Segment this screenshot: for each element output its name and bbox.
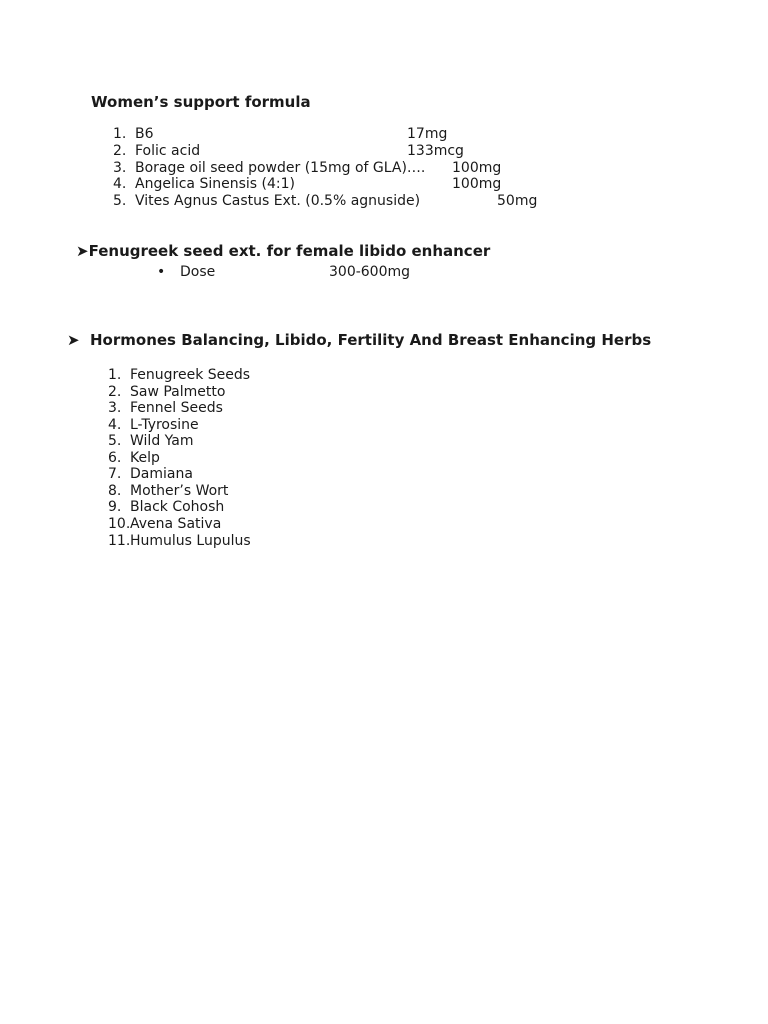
formula-row-2: [0, 143, 768, 160]
formula-ingredient: B6: [135, 126, 154, 142]
herb-number: 7.: [108, 466, 122, 482]
formula-dose: 17mg: [407, 126, 448, 142]
herb-row-6: [0, 450, 768, 467]
herb-name: Fennel Seeds: [130, 400, 223, 416]
formula-dose: 100mg: [452, 160, 502, 176]
arrow-bullet-icon: ➤: [67, 331, 80, 349]
herb-number: 5.: [108, 433, 122, 449]
herb-row-8: [0, 483, 768, 500]
herb-name: Saw Palmetto: [130, 384, 226, 400]
herb-number: 4.: [108, 417, 122, 433]
herb-row-1: [0, 367, 768, 384]
section3-title: Hormones Balancing, Libido, Fertility And Breast Enhancing Herbs: [90, 331, 652, 349]
dose-value: 300-600mg: [329, 264, 411, 280]
herb-name: Mother’s Wort: [130, 483, 229, 499]
formula-number: 3.: [113, 160, 127, 176]
herb-row-7: [0, 466, 768, 483]
bullet-dot-icon: •: [157, 264, 166, 280]
formula-number: 5.: [113, 193, 127, 209]
herb-name: Wild Yam: [130, 433, 194, 449]
herb-number: 9.: [108, 499, 122, 515]
section3-heading: [0, 332, 768, 349]
formula-number: 1.: [113, 126, 127, 142]
herb-name: Kelp: [130, 450, 160, 466]
herb-number: 8.: [108, 483, 122, 499]
section1-title: Women’s support formula: [91, 93, 311, 111]
formula-row-4: [0, 176, 768, 193]
herb-number: 1.: [108, 367, 122, 383]
herb-name: Fenugreek Seeds: [130, 367, 251, 383]
herb-row-5: [0, 433, 768, 450]
dose-row: [0, 264, 768, 281]
dose-label: Dose: [180, 264, 216, 280]
herb-name: L-Tyrosine: [130, 417, 199, 433]
herb-name: Avena Sativa: [130, 516, 222, 532]
herb-row-3: [0, 400, 768, 417]
herb-name: Humulus Lupulus: [130, 533, 251, 549]
formula-ingredient: Borage oil seed powder (15mg of GLA)….: [135, 160, 426, 176]
formula-row-5: [0, 193, 768, 210]
herb-name: Black Cohosh: [130, 499, 225, 515]
herb-row-11: [0, 533, 768, 550]
herb-number: 11.: [108, 533, 131, 549]
herb-number: 10.: [108, 516, 131, 532]
formula-dose: 100mg: [452, 176, 502, 192]
formula-number: 2.: [113, 143, 127, 159]
herb-number: 6.: [108, 450, 122, 466]
formula-dose: 50mg: [497, 193, 538, 209]
herb-number: 2.: [108, 384, 122, 400]
herb-row-9: [0, 499, 768, 516]
formula-number: 4.: [113, 176, 127, 192]
herb-name: Damiana: [130, 466, 193, 482]
herb-row-2: [0, 384, 768, 401]
formula-row-3: [0, 160, 768, 177]
arrow-bullet-icon: ➤: [76, 242, 89, 260]
section2-title: Fenugreek seed ext. for female libido enhancer: [88, 242, 491, 260]
formula-row-1: [0, 126, 768, 143]
herb-row-4: [0, 417, 768, 434]
formula-ingredient: Vites Agnus Castus Ext. (0.5% agnuside): [135, 193, 421, 209]
herb-number: 3.: [108, 400, 122, 416]
formula-dose: 133mcg: [407, 143, 464, 159]
formula-ingredient: Folic acid: [135, 143, 201, 159]
section2-heading: [76, 243, 490, 260]
herb-row-10: [0, 516, 768, 533]
formula-ingredient: Angelica Sinensis (4:1): [135, 176, 295, 192]
